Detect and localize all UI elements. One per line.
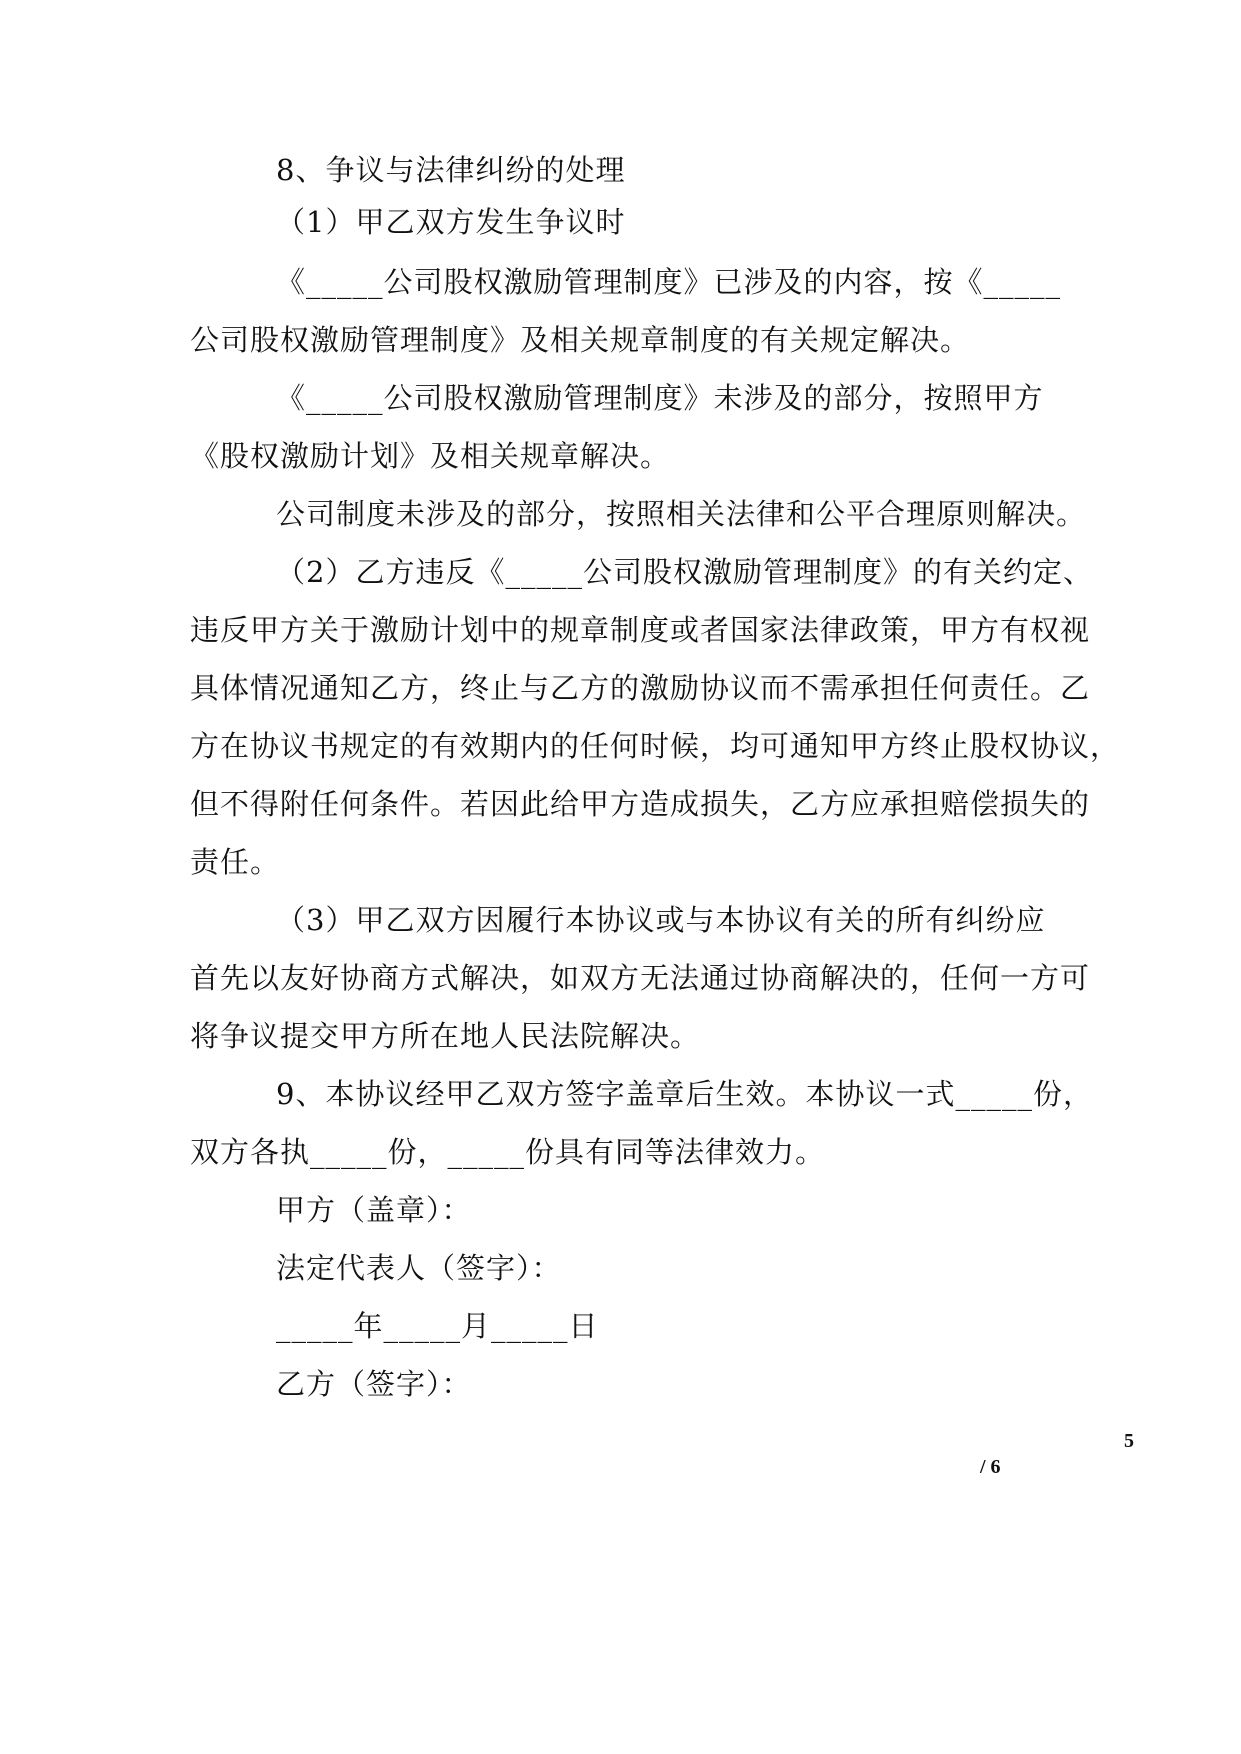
clause-line: 公司制度未涉及的部分，按照相关法律和公平合理原则解决。 [276, 497, 1087, 531]
clause-line: 责任。 [190, 845, 281, 879]
section-heading: 8、争议与法律纠纷的处理 [276, 153, 626, 187]
clause-line: 《_____公司股权激励管理制度》已涉及的内容，按《_____ [276, 265, 1062, 299]
clause-line: 《股权激励计划》及相关规章解决。 [190, 439, 671, 473]
clause-line: 违反甲方关于激励计划中的规章制度或者国家法律政策，甲方有权视 [190, 613, 1091, 647]
clause-line: 将争议提交甲方所在地人民法院解决。 [190, 1019, 701, 1053]
clause-line: 方在协议书规定的有效期内的任何时候，均可通知甲方终止股权协议， [190, 729, 1121, 763]
party-a-seal-line: 甲方（盖章）： [276, 1193, 472, 1227]
clause-line: 公司股权激励管理制度》及相关规章制度的有关规定解决。 [190, 323, 971, 357]
clause-line: 首先以友好协商方式解决，如双方无法通过协商解决的，任何一方可 [190, 961, 1091, 995]
clause-line: （3）甲乙双方因履行本协议或与本协议有关的所有纠纷应 [276, 903, 1046, 937]
clause-line: （1）甲乙双方发生争议时 [276, 205, 626, 239]
clause-line: 具体情况通知乙方，终止与乙方的激励协议而不需承担任何责任。乙 [190, 671, 1091, 705]
section-heading: 9、本协议经甲乙双方签字盖章后生效。本协议一式_____份， [276, 1077, 1093, 1111]
clause-line: 但不得附任何条件。若因此给甲方造成损失，乙方应承担赔偿损失的 [190, 787, 1091, 821]
legal-rep-signature-line: 法定代表人（签字）： [276, 1251, 562, 1285]
page-number: 5 [1124, 1430, 1134, 1452]
date-line: _____年_____月_____日 [276, 1309, 599, 1343]
clause-line: 双方各执_____份，_____份具有同等法律效力。 [190, 1135, 826, 1169]
clause-line: （2）乙方违反《_____公司股权激励管理制度》的有关约定、 [276, 555, 1093, 589]
page-total: / 6 [980, 1456, 1001, 1478]
clause-line: 《_____公司股权激励管理制度》未涉及的部分，按照甲方 [276, 381, 1044, 415]
party-b-signature-line: 乙方（签字）： [276, 1367, 472, 1401]
